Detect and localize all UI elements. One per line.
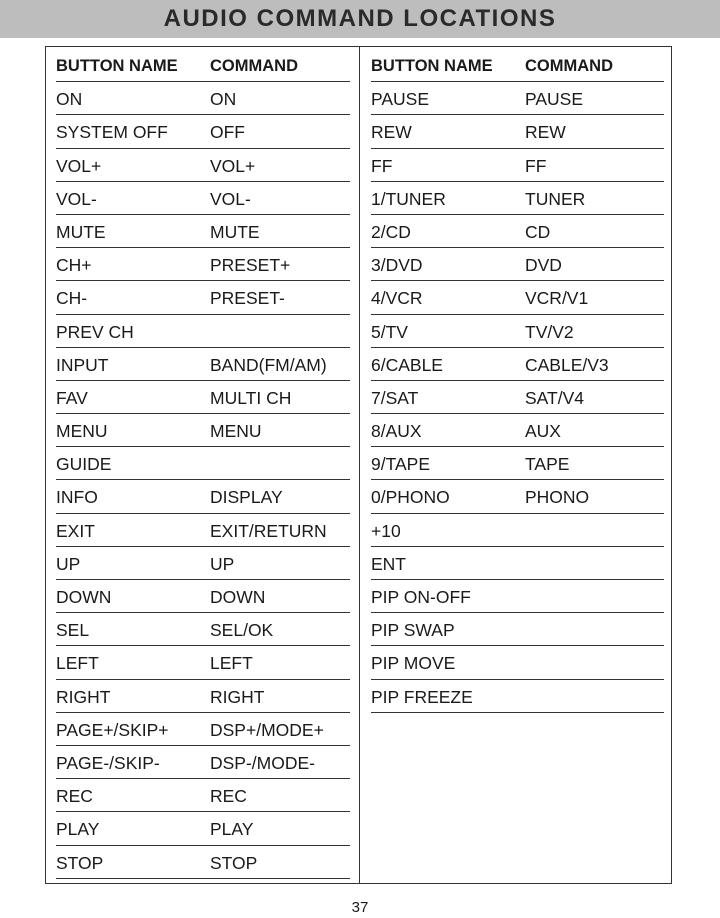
command-cell: DSP+/MODE+: [210, 719, 324, 740]
button-name-cell: PAGE-/SKIP-: [56, 752, 160, 773]
button-name-header: BUTTON NAME: [371, 57, 493, 75]
table-row: [56, 846, 350, 879]
table-row: [56, 281, 350, 314]
button-name-cell: LEFT: [56, 653, 99, 674]
table-row: [56, 348, 350, 381]
table-row: [56, 514, 350, 547]
button-name-cell: PIP MOVE: [371, 653, 456, 674]
button-name-cell: PIP ON-OFF: [371, 587, 471, 607]
button-name-cell: ON: [56, 89, 83, 110]
command-cell: TUNER: [525, 188, 586, 209]
button-name-cell: FF: [371, 155, 393, 176]
table-row: [56, 812, 350, 845]
table-row: [56, 215, 350, 248]
command-cell: BAND(FM/AM): [210, 354, 327, 375]
button-name-cell: VOL+: [56, 155, 102, 176]
title-banner: [0, 0, 720, 38]
button-name-cell: +10: [371, 520, 401, 541]
button-name-cell: PLAY: [56, 819, 100, 840]
table-row: [56, 746, 350, 779]
table-row: [371, 580, 664, 613]
button-name-cell: 4/VCR: [371, 288, 423, 309]
command-cell: REC: [210, 786, 247, 807]
table-row: [371, 348, 664, 381]
command-cell: REW: [525, 122, 566, 143]
table-row: [56, 414, 350, 447]
page-title: AUDIO COMMAND LOCATIONS: [163, 5, 557, 32]
table-row: [371, 646, 664, 679]
table-row: [56, 381, 350, 414]
button-name-cell: RIGHT: [56, 686, 111, 707]
button-name-cell: 6/CABLE: [371, 354, 443, 375]
table-row: [56, 182, 350, 215]
right-header-row: [371, 49, 664, 82]
table-row: [56, 82, 350, 115]
table-row: [56, 779, 350, 812]
table-row: [371, 381, 664, 414]
command-cell: PHONO: [525, 487, 590, 508]
command-cell: MULTI CH: [210, 387, 292, 408]
command-cell: SEL/OK: [210, 620, 274, 641]
right-table-body: [371, 82, 664, 713]
command-cell: CABLE/V3: [525, 354, 609, 375]
table-row: [56, 447, 350, 480]
table-row: [371, 182, 664, 215]
table-row: [56, 713, 350, 746]
left-header-row: [56, 49, 350, 82]
command-cell: DISPLAY: [210, 487, 283, 508]
table-row: [56, 613, 350, 646]
table-row: [56, 315, 350, 348]
table-row: [371, 480, 664, 513]
command-cell: VCR/V1: [525, 288, 589, 309]
button-name-cell: CH-: [56, 288, 88, 309]
table-row: [371, 613, 664, 646]
left-table-body: [56, 82, 350, 879]
button-name-cell: EXIT: [56, 520, 95, 541]
button-name-cell: 1/TUNER: [371, 188, 446, 209]
command-cell: ON: [210, 89, 237, 110]
command-cell: FF: [525, 155, 547, 176]
command-cell: DSP-/MODE-: [210, 752, 315, 773]
table-row: [56, 547, 350, 580]
button-name-cell: FAV: [56, 387, 88, 408]
column-divider: [359, 46, 360, 884]
button-name-cell: PAUSE: [371, 89, 430, 110]
table-row: [371, 281, 664, 314]
button-name-cell: 9/TAPE: [371, 454, 431, 475]
command-cell: PAUSE: [525, 89, 584, 110]
command-cell: TAPE: [525, 454, 570, 475]
button-name-cell: 5/TV: [371, 321, 408, 342]
button-name-cell: ENT: [371, 553, 406, 574]
table-row: [371, 514, 664, 547]
command-cell: MENU: [210, 421, 262, 442]
table-row: [56, 480, 350, 513]
command-cell: SAT/V4: [525, 387, 585, 408]
table-row: [371, 115, 664, 148]
command-cell: DOWN: [210, 587, 266, 607]
table-row: [371, 149, 664, 182]
command-cell: VOL-: [210, 188, 251, 209]
button-name-cell: CH+: [56, 255, 92, 276]
button-name-cell: MUTE: [56, 221, 106, 242]
button-name-cell: PREV CH: [56, 321, 134, 342]
button-name-cell: 3/DVD: [371, 255, 423, 276]
command-cell: AUX: [525, 421, 561, 442]
page-number: 37: [351, 899, 369, 916]
command-header: COMMAND: [525, 57, 613, 75]
command-cell: VOL+: [210, 155, 256, 176]
right-command-table: [371, 49, 664, 713]
left-command-table: [56, 49, 350, 879]
table-row: [56, 646, 350, 679]
button-name-cell: REC: [56, 786, 93, 807]
button-name-cell: GUIDE: [56, 454, 112, 475]
button-name-cell: PAGE+/SKIP+: [56, 719, 169, 740]
table-row: [56, 580, 350, 613]
table-row: [56, 115, 350, 148]
button-name-cell: SEL: [56, 620, 90, 641]
table-row: [371, 215, 664, 248]
command-cell: OFF: [210, 122, 245, 143]
command-cell: DVD: [525, 255, 562, 276]
command-cell: RIGHT: [210, 686, 265, 707]
table-row: [56, 149, 350, 182]
command-cell: MUTE: [210, 221, 260, 242]
table-row: [371, 82, 664, 115]
command-cell: PRESET-: [210, 288, 285, 309]
command-cell: CD: [525, 221, 551, 242]
command-cell: STOP: [210, 852, 258, 873]
button-name-cell: REW: [371, 122, 412, 143]
button-name-cell: 0/PHONO: [371, 487, 450, 508]
button-name-cell: MENU: [56, 421, 108, 442]
command-cell: TV/V2: [525, 321, 574, 342]
button-name-cell: UP: [56, 553, 81, 574]
table-row: [56, 680, 350, 713]
button-name-cell: SYSTEM OFF: [56, 122, 168, 143]
table-row: [371, 680, 664, 713]
button-name-cell: INFO: [56, 487, 98, 508]
button-name-cell: PIP FREEZE: [371, 686, 473, 707]
table-row: [371, 315, 664, 348]
button-name-cell: DOWN: [56, 587, 112, 607]
command-header: COMMAND: [210, 57, 298, 75]
button-name-cell: PIP SWAP: [371, 620, 455, 641]
button-name-header: BUTTON NAME: [56, 57, 178, 75]
table-row: [371, 447, 664, 480]
button-name-cell: VOL-: [56, 188, 97, 209]
table-row: [371, 547, 664, 580]
button-name-cell: INPUT: [56, 354, 109, 375]
button-name-cell: 8/AUX: [371, 421, 422, 442]
command-cell: PRESET+: [210, 255, 291, 276]
command-cell: LEFT: [210, 653, 253, 674]
table-row: [371, 414, 664, 447]
button-name-cell: 7/SAT: [371, 387, 419, 408]
command-cell: UP: [210, 553, 235, 574]
button-name-cell: STOP: [56, 852, 104, 873]
command-cell: PLAY: [210, 819, 254, 840]
command-cell: EXIT/RETURN: [210, 520, 327, 541]
button-name-cell: 2/CD: [371, 221, 411, 242]
table-row: [56, 248, 350, 281]
table-row: [371, 248, 664, 281]
